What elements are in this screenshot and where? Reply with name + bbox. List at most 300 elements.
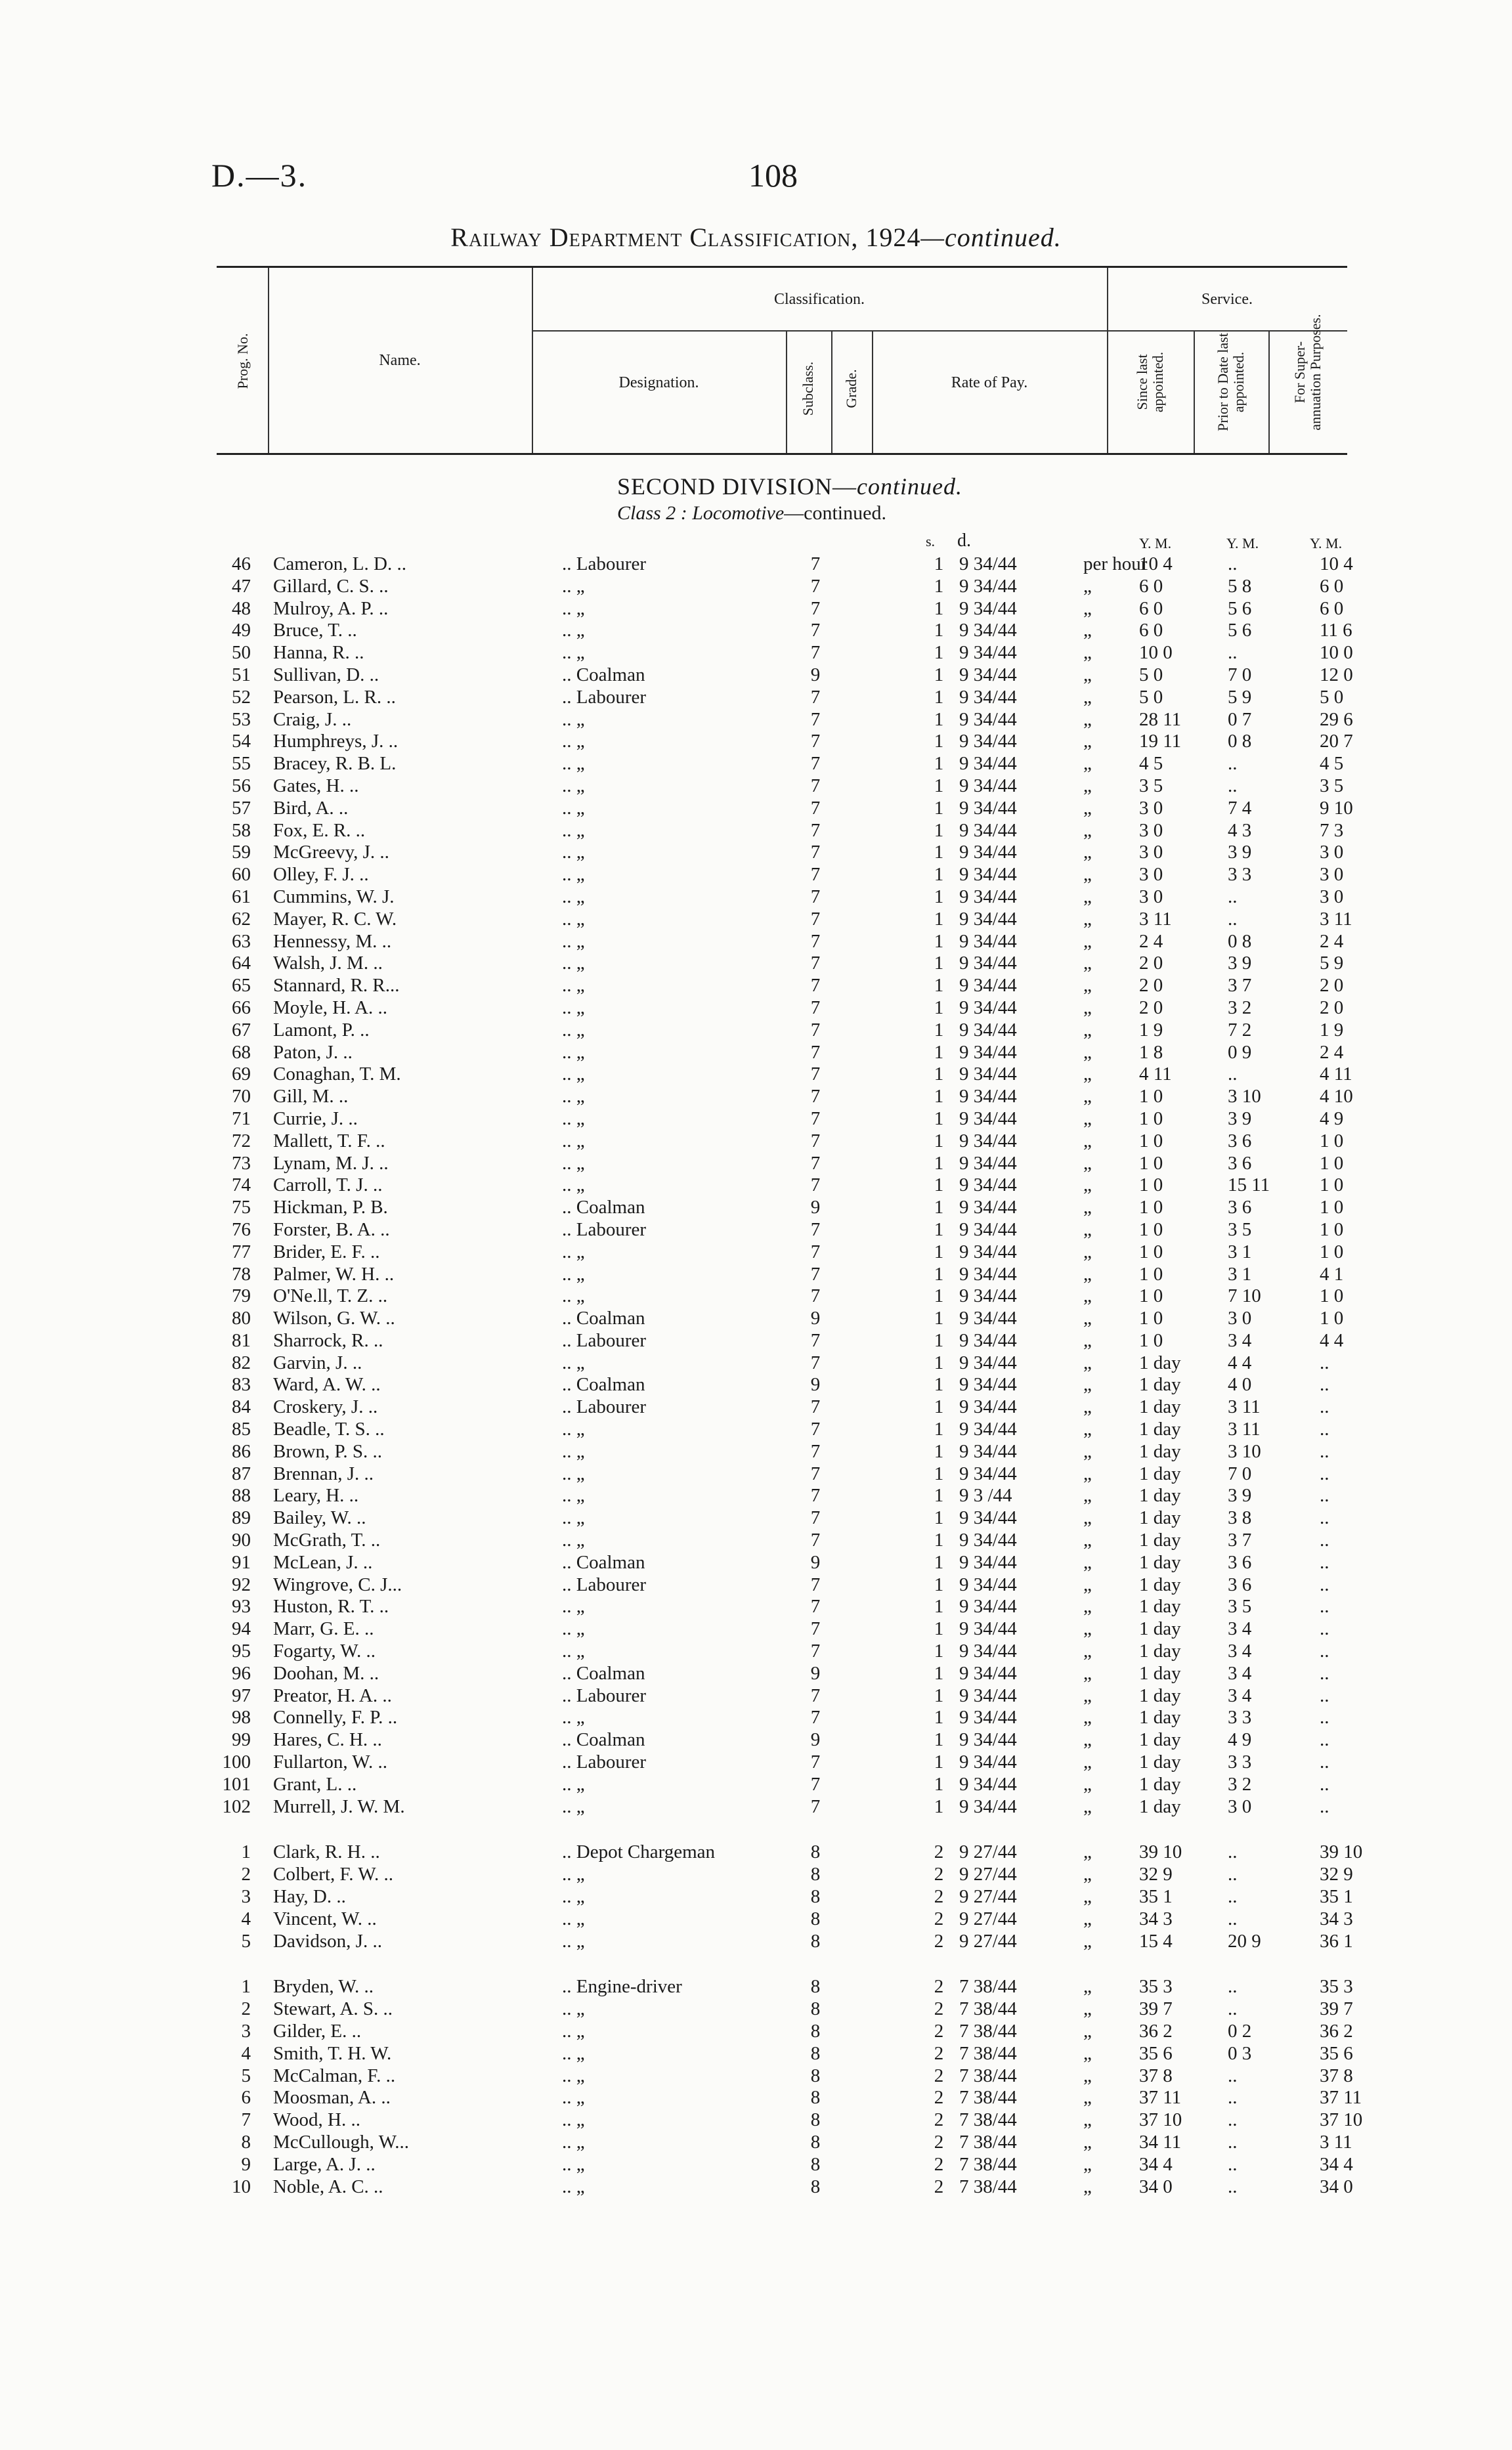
designation: .. „ — [562, 797, 585, 819]
service-since-last: 1 0 — [1139, 1218, 1163, 1240]
employee-name: McGreevy, J. .. — [273, 842, 389, 863]
service-superannuation: 1 0 — [1320, 1197, 1344, 1218]
employee-name: Hanna, R. .. — [273, 642, 364, 664]
service-superannuation: 6 0 — [1320, 597, 1344, 619]
rate-pence: 9 34/44 — [959, 708, 1017, 730]
rate-shillings: 1 — [934, 819, 944, 841]
rate-pence: 9 34/44 — [959, 1263, 1017, 1285]
designation: .. „ — [562, 1440, 585, 1462]
service-prior: 0 9 — [1228, 1041, 1252, 1063]
rate-pence: 9 34/44 — [959, 864, 1017, 886]
service-since-last: 1 0 — [1139, 1174, 1163, 1196]
service-prior: 3 4 — [1228, 1329, 1252, 1351]
table-row — [210, 1396, 1366, 1419]
service-since-last: 35 3 — [1139, 1976, 1173, 1998]
rate-pence: 7 38/44 — [959, 2176, 1017, 2197]
service-superannuation: .. — [1320, 1596, 1329, 1618]
rate-pence: 9 34/44 — [959, 1218, 1017, 1240]
service-since-last: 1 0 — [1139, 1241, 1163, 1262]
service-since-last: 3 5 — [1139, 775, 1163, 796]
table-row — [210, 620, 1366, 642]
service-since-last: 1 0 — [1139, 1197, 1163, 1218]
employee-name: McCalman, F. .. — [273, 2065, 396, 2086]
service-prior: .. — [1228, 1886, 1238, 1908]
rate-period: „ — [1083, 1374, 1092, 1396]
designation: .. „ — [562, 908, 585, 930]
service-superannuation: .. — [1320, 1773, 1329, 1795]
service-since-last: 1 day — [1139, 1752, 1181, 1773]
rate-period: „ — [1083, 864, 1092, 886]
service-since-last: 35 1 — [1139, 1886, 1173, 1908]
rate-shillings: 1 — [934, 1485, 944, 1507]
employee-name: Sullivan, D. .. — [273, 664, 379, 685]
service-prior: .. — [1228, 2153, 1238, 2175]
prog-no: 90 — [232, 1530, 251, 1551]
rate-period: „ — [1083, 708, 1092, 730]
subclass: 7 — [810, 997, 821, 1018]
designation: .. Labourer — [562, 1396, 647, 1418]
service-superannuation: .. — [1320, 1419, 1329, 1440]
service-superannuation: 1 0 — [1320, 1218, 1344, 1240]
employee-name: Gillard, C. S. .. — [273, 575, 389, 597]
service-superannuation: 4 5 — [1320, 753, 1344, 775]
table-row — [210, 598, 1366, 620]
subclass: 7 — [810, 597, 821, 619]
classification-table-body — [210, 553, 1366, 2198]
service-superannuation: 1 9 — [1320, 1019, 1344, 1041]
service-prior: .. — [1228, 2087, 1238, 2109]
service-superannuation: .. — [1320, 1551, 1329, 1573]
table-row — [210, 1931, 1366, 1953]
rate-period: „ — [1083, 664, 1092, 685]
designation: .. „ — [562, 1152, 585, 1174]
rate-shillings: 2 — [934, 1864, 944, 1885]
designation: .. Labourer — [562, 1574, 647, 1595]
header-since-last: Since last appointed. — [1134, 351, 1166, 413]
rate-pence: 7 38/44 — [959, 1976, 1017, 1998]
service-since-last: 3 11 — [1139, 908, 1172, 930]
rate-pence: 9 34/44 — [959, 1197, 1017, 1218]
prog-no: 74 — [232, 1174, 251, 1196]
rate-pence: 9 34/44 — [959, 1152, 1017, 1174]
rate-pence: 9 34/44 — [959, 1019, 1017, 1041]
rate-period: „ — [1083, 1998, 1092, 2020]
designation: .. „ — [562, 1864, 585, 1885]
service-superannuation: .. — [1320, 1752, 1329, 1773]
rate-period: „ — [1083, 686, 1092, 708]
subclass: 8 — [810, 1864, 821, 1885]
prog-no: 62 — [232, 908, 251, 930]
table-row — [210, 1976, 1366, 1998]
rate-shillings: 1 — [934, 708, 944, 730]
prog-no: 85 — [232, 1419, 251, 1440]
prog-no: 66 — [232, 997, 251, 1018]
employee-name: Hay, D. .. — [273, 1886, 346, 1908]
rate-shillings: 1 — [934, 1285, 944, 1307]
table-row — [210, 886, 1366, 909]
rate-period: „ — [1083, 1130, 1092, 1151]
table-row — [210, 775, 1366, 798]
rate-period: „ — [1083, 1152, 1092, 1174]
rate-pence: 9 27/44 — [959, 1864, 1017, 1885]
employee-name: Smith, T. H. W. — [273, 2042, 392, 2064]
prog-no: 97 — [232, 1685, 251, 1706]
division-heading: SECOND DIVISION—continued. — [617, 473, 962, 500]
subclass: 8 — [810, 2153, 821, 2175]
employee-name: Colbert, F. W. .. — [273, 1864, 393, 1885]
rate-period: „ — [1083, 1463, 1092, 1484]
designation: .. Labourer — [562, 553, 647, 574]
table-row — [210, 1774, 1366, 1796]
designation: .. „ — [562, 775, 585, 796]
rate-pence: 9 34/44 — [959, 1285, 1017, 1307]
designation: .. „ — [562, 1507, 585, 1529]
subclass: 7 — [810, 953, 821, 974]
prog-no: 9 — [241, 2153, 251, 2175]
service-prior: 3 5 — [1228, 1596, 1252, 1618]
rate-pence: 9 34/44 — [959, 775, 1017, 796]
rate-pence: 9 27/44 — [959, 1886, 1017, 1908]
service-prior: 4 4 — [1228, 1352, 1252, 1373]
subclass: 7 — [810, 1795, 821, 1817]
service-prior: 3 1 — [1228, 1263, 1252, 1285]
rate-shillings: 1 — [934, 1107, 944, 1129]
rate-period: „ — [1083, 775, 1092, 796]
employee-name: Ward, A. W. .. — [273, 1374, 381, 1396]
rate-pence: 9 34/44 — [959, 1174, 1017, 1196]
rate-shillings: 1 — [934, 997, 944, 1018]
rate-period: „ — [1083, 2021, 1092, 2042]
service-prior: 3 2 — [1228, 997, 1252, 1018]
employee-name: Beadle, T. S. .. — [273, 1419, 385, 1440]
designation: .. „ — [562, 2021, 585, 2042]
service-prior: 3 9 — [1228, 953, 1252, 974]
rate-period: „ — [1083, 731, 1092, 752]
service-superannuation: 3 0 — [1320, 864, 1344, 886]
service-superannuation: 4 1 — [1320, 1263, 1344, 1285]
service-since-last: 34 4 — [1139, 2153, 1173, 2175]
service-superannuation: 34 0 — [1320, 2176, 1353, 2197]
rate-pence: 9 34/44 — [959, 1507, 1017, 1529]
service-since-last: 6 0 — [1139, 620, 1163, 641]
rate-period: „ — [1083, 1107, 1092, 1129]
service-since-last: 1 day — [1139, 1795, 1181, 1817]
service-superannuation: .. — [1320, 1485, 1329, 1507]
rate-pence: 9 34/44 — [959, 1107, 1017, 1129]
designation: .. Labourer — [562, 1218, 647, 1240]
service-prior: 3 10 — [1228, 1440, 1261, 1462]
rate-shillings: 1 — [934, 1596, 944, 1618]
table-row — [210, 1241, 1366, 1264]
subclass: 7 — [810, 642, 821, 664]
prog-no: 81 — [232, 1329, 251, 1351]
designation: .. „ — [562, 1998, 585, 2020]
service-superannuation: .. — [1320, 1618, 1329, 1640]
subclass: 7 — [810, 1707, 821, 1729]
employee-name: Doohan, M. .. — [273, 1662, 379, 1684]
designation: .. „ — [562, 1930, 585, 1952]
designation: .. „ — [562, 953, 585, 974]
rate-pence: 7 38/44 — [959, 2087, 1017, 2109]
table-row — [210, 2132, 1366, 2154]
subclass: 8 — [810, 1908, 821, 1929]
table-row — [210, 1352, 1366, 1375]
service-prior: 0 8 — [1228, 731, 1252, 752]
table-row — [210, 1197, 1366, 1219]
rate-pence: 9 3 /44 — [959, 1485, 1012, 1507]
rate-period: „ — [1083, 975, 1092, 997]
rate-pence: 9 34/44 — [959, 819, 1017, 841]
service-since-last: 15 4 — [1139, 1930, 1173, 1952]
employee-name: Lynam, M. J. .. — [273, 1152, 389, 1174]
prog-no: 65 — [232, 975, 251, 997]
table-row — [210, 1042, 1366, 1064]
table-row — [210, 553, 1366, 576]
rate-pence: 9 34/44 — [959, 842, 1017, 863]
table-row — [210, 1641, 1366, 1663]
service-prior: .. — [1228, 1064, 1238, 1085]
rate-shillings: 1 — [934, 1218, 944, 1240]
service-since-last: 1 day — [1139, 1374, 1181, 1396]
table-row — [210, 1729, 1366, 1752]
prog-no: 10 — [232, 2176, 251, 2197]
service-since-last: 32 9 — [1139, 1864, 1173, 1885]
rate-period: „ — [1083, 1976, 1092, 1998]
rate-period: „ — [1083, 2153, 1092, 2175]
rate-shillings: 2 — [934, 1998, 944, 2020]
rate-shillings: 1 — [934, 1729, 944, 1751]
table-row — [210, 576, 1366, 598]
rate-period: „ — [1083, 1685, 1092, 1706]
service-since-last: 5 0 — [1139, 686, 1163, 708]
rate-shillings: 1 — [934, 797, 944, 819]
service-since-last: 1 0 — [1139, 1285, 1163, 1307]
rate-shillings: 2 — [934, 2087, 944, 2109]
subclass: 7 — [810, 1463, 821, 1484]
rate-period: „ — [1083, 642, 1092, 664]
service-prior: 7 2 — [1228, 1019, 1252, 1041]
service-prior: 3 9 — [1228, 842, 1252, 863]
rate-pence: 9 34/44 — [959, 1329, 1017, 1351]
table-row — [210, 1219, 1366, 1241]
prog-no: 49 — [232, 620, 251, 641]
rate-shillings: 1 — [934, 1707, 944, 1729]
service-superannuation: 37 10 — [1320, 2109, 1363, 2131]
rate-shillings: 1 — [934, 1152, 944, 1174]
rate-period: „ — [1083, 620, 1092, 641]
table-row — [210, 1552, 1366, 1574]
service-since-last: 34 11 — [1139, 2131, 1182, 2153]
designation: .. „ — [562, 1530, 585, 1551]
employee-name: Brennan, J. .. — [273, 1463, 374, 1484]
subclass: 7 — [810, 1752, 821, 1773]
rate-pence: 7 38/44 — [959, 2109, 1017, 2131]
rate-pence: 9 34/44 — [959, 553, 1017, 574]
prog-no: 1 — [241, 1976, 251, 1998]
designation: .. „ — [562, 864, 585, 886]
rate-period: „ — [1083, 1641, 1092, 1662]
rate-pence: 9 34/44 — [959, 1618, 1017, 1640]
employee-name: Cummins, W. J. — [273, 886, 395, 907]
designation: .. „ — [562, 620, 585, 641]
prog-no: 3 — [241, 2021, 251, 2042]
employee-name: Gilder, E. .. — [273, 2021, 362, 2042]
subclass: 7 — [810, 1352, 821, 1373]
service-prior: 3 7 — [1228, 975, 1252, 997]
rate-pence: 9 34/44 — [959, 1463, 1017, 1484]
service-superannuation: 1 0 — [1320, 1152, 1344, 1174]
subclass: 8 — [810, 1930, 821, 1952]
designation: .. „ — [562, 1263, 585, 1285]
service-since-last: 1 day — [1139, 1463, 1181, 1484]
rate-shillings: 2 — [934, 2042, 944, 2064]
prog-no: 6 — [241, 2087, 251, 2109]
service-prior: 3 6 — [1228, 1574, 1252, 1595]
service-prior: 7 0 — [1228, 664, 1252, 685]
employee-name: Conaghan, T. M. — [273, 1064, 401, 1085]
prog-no: 2 — [241, 1864, 251, 1885]
service-prior: 4 3 — [1228, 819, 1252, 841]
employee-name: McCullough, W... — [273, 2131, 410, 2153]
rate-shillings: 2 — [934, 1976, 944, 1998]
service-prior: 3 8 — [1228, 1507, 1252, 1529]
rate-period: „ — [1083, 1019, 1092, 1041]
service-superannuation: .. — [1320, 1507, 1329, 1529]
service-superannuation: 3 11 — [1320, 908, 1352, 930]
service-since-last: 2 0 — [1139, 953, 1163, 974]
employee-name: Stewart, A. S. .. — [273, 1998, 393, 2020]
employee-name: Bryden, W. .. — [273, 1976, 374, 1998]
rate-period: „ — [1083, 1064, 1092, 1085]
service-prior: 0 3 — [1228, 2042, 1252, 2064]
service-prior: .. — [1228, 2065, 1238, 2086]
service-since-last: 39 7 — [1139, 1998, 1173, 2020]
service-since-last: 6 0 — [1139, 575, 1163, 597]
employee-name: Carroll, T. J. .. — [273, 1174, 383, 1196]
unit-years-months-since: Y. M. — [1139, 535, 1172, 551]
rate-pence: 9 34/44 — [959, 953, 1017, 974]
rate-pence: 9 34/44 — [959, 1440, 1017, 1462]
rate-shillings: 1 — [934, 553, 944, 574]
prog-no: 60 — [232, 864, 251, 886]
subclass: 8 — [810, 1976, 821, 1998]
service-superannuation: 2 0 — [1320, 997, 1344, 1018]
designation: .. Labourer — [562, 1329, 647, 1351]
table-row — [210, 909, 1366, 931]
subclass: 7 — [810, 1218, 821, 1240]
prog-no: 86 — [232, 1440, 251, 1462]
service-prior: 3 6 — [1228, 1197, 1252, 1218]
rate-shillings: 2 — [934, 2153, 944, 2175]
unit-pence: d. — [957, 530, 971, 551]
rate-period: „ — [1083, 2065, 1092, 2086]
service-superannuation: 9 10 — [1320, 797, 1353, 819]
designation: .. „ — [562, 708, 585, 730]
service-since-last: 3 0 — [1139, 886, 1163, 907]
prog-no: 76 — [232, 1218, 251, 1240]
rate-period: „ — [1083, 1795, 1092, 1817]
service-superannuation: 2 4 — [1320, 1041, 1344, 1063]
rate-pence: 7 38/44 — [959, 2042, 1017, 2064]
employee-name: Cameron, L. D. .. — [273, 553, 406, 574]
service-superannuation: 39 10 — [1320, 1841, 1363, 1863]
service-superannuation: 12 0 — [1320, 664, 1353, 685]
service-superannuation: 3 0 — [1320, 886, 1344, 907]
service-prior: 3 0 — [1228, 1308, 1252, 1329]
service-since-last: 34 3 — [1139, 1908, 1173, 1929]
service-superannuation: 32 9 — [1320, 1864, 1353, 1885]
subclass: 7 — [810, 620, 821, 641]
designation: .. „ — [562, 1019, 585, 1041]
rate-period: „ — [1083, 1507, 1092, 1529]
service-since-last: 1 day — [1139, 1485, 1181, 1507]
table-row — [210, 1685, 1366, 1708]
service-prior: 3 4 — [1228, 1662, 1252, 1684]
subclass: 8 — [810, 1841, 821, 1863]
rate-shillings: 2 — [934, 2021, 944, 2042]
prog-no: 82 — [232, 1352, 251, 1373]
subclass: 7 — [810, 975, 821, 997]
service-superannuation: .. — [1320, 1574, 1329, 1595]
service-prior: .. — [1228, 908, 1238, 930]
table-row — [210, 1463, 1366, 1486]
table-row — [210, 2154, 1366, 2176]
designation: .. Depot Chargeman — [562, 1841, 716, 1863]
service-prior: .. — [1228, 1864, 1238, 1885]
service-since-last: 1 day — [1139, 1707, 1181, 1729]
designation: .. „ — [562, 1285, 585, 1307]
subclass: 7 — [810, 753, 821, 775]
subclass: 9 — [810, 1197, 821, 1218]
prog-no: 67 — [232, 1019, 251, 1041]
rate-shillings: 1 — [934, 864, 944, 886]
prog-no: 46 — [232, 553, 251, 574]
rate-pence: 9 34/44 — [959, 664, 1017, 685]
rate-pence: 9 34/44 — [959, 1707, 1017, 1729]
rate-pence: 9 34/44 — [959, 1064, 1017, 1085]
rate-pence: 7 38/44 — [959, 2021, 1017, 2042]
employee-name: Davidson, J. .. — [273, 1930, 382, 1952]
table-row — [210, 931, 1366, 953]
service-prior: 3 4 — [1228, 1618, 1252, 1640]
rate-pence: 9 34/44 — [959, 930, 1017, 952]
rate-period: „ — [1083, 1662, 1092, 1684]
prog-no: 87 — [232, 1463, 251, 1484]
service-superannuation: .. — [1320, 1463, 1329, 1484]
service-prior: 3 7 — [1228, 1530, 1252, 1551]
table-row — [210, 1086, 1366, 1108]
service-superannuation: 36 1 — [1320, 1930, 1353, 1952]
rate-pence: 9 34/44 — [959, 1641, 1017, 1662]
employee-name: Forster, B. A. .. — [273, 1218, 390, 1240]
rate-pence: 9 34/44 — [959, 753, 1017, 775]
page-id: D.—3. — [211, 157, 308, 194]
table-row — [210, 1596, 1366, 1618]
service-since-last: 1 day — [1139, 1440, 1181, 1462]
rate-period: „ — [1083, 753, 1092, 775]
employee-name: Murrell, J. W. M. — [273, 1795, 405, 1817]
subclass: 7 — [810, 886, 821, 907]
rate-pence: 9 34/44 — [959, 1685, 1017, 1706]
employee-name: O'Ne.ll, T. Z. .. — [273, 1285, 388, 1307]
employee-name: Wood, H. .. — [273, 2109, 360, 2131]
rate-pence: 9 34/44 — [959, 797, 1017, 819]
designation: .. „ — [562, 1795, 585, 1817]
table-row — [210, 1841, 1366, 1864]
rate-shillings: 1 — [934, 1507, 944, 1529]
employee-name: Moosman, A. .. — [273, 2087, 391, 2109]
subclass: 7 — [810, 1485, 821, 1507]
